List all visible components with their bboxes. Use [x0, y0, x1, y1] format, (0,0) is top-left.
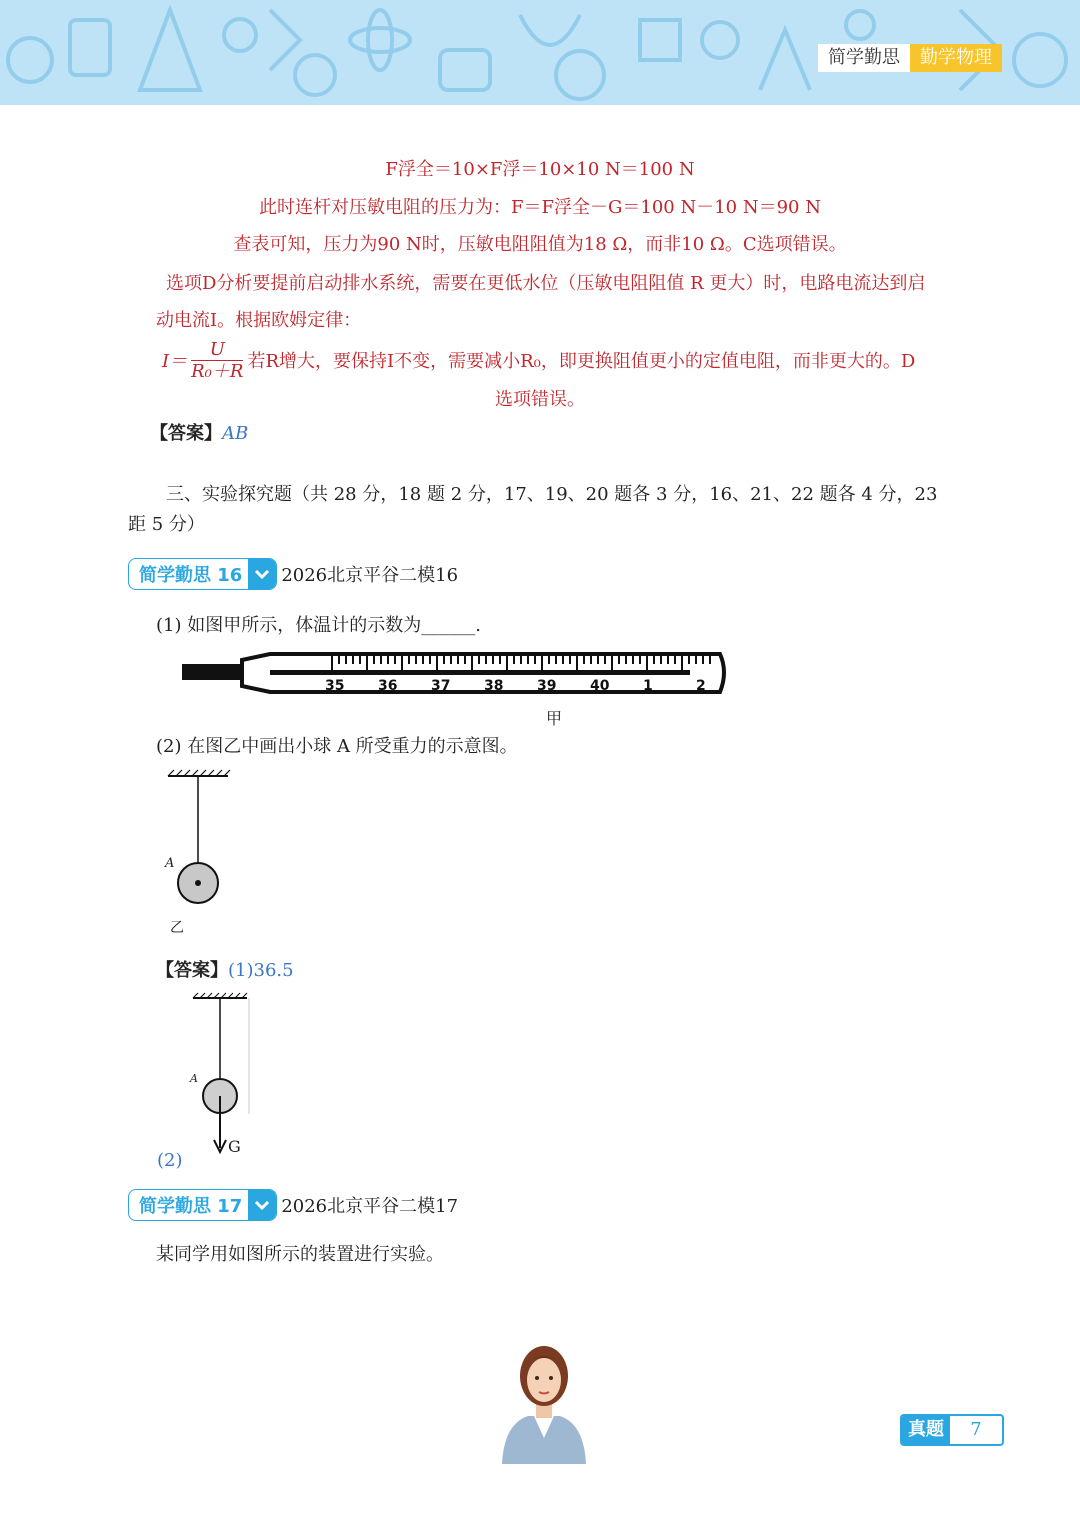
- q16-part-2: (2) 在图乙中画出小球 A 所受重力的示意图。: [156, 736, 518, 757]
- thermometer-scale-label: 40: [590, 678, 610, 694]
- answer-value: AB: [222, 423, 249, 444]
- teacher-avatar: [498, 1342, 590, 1464]
- answer-figure-point-label: A: [190, 1072, 198, 1085]
- header-banner: [0, 0, 1080, 105]
- fraction-numerator: U: [191, 340, 243, 361]
- answer-label: 【答案】: [156, 960, 228, 981]
- answer-1: [150, 422, 248, 446]
- question-17-source: 2026北京平谷二模17: [281, 1196, 459, 1217]
- thermometer-scale-label: 38: [484, 678, 504, 694]
- solution-line-2: [0, 196, 1080, 220]
- solution-line-4: 选项D分析要提前启动排水系统，需要在更低水位（压敏电阻阻值 R 更大）时，电路电流达到启: [166, 273, 926, 294]
- chevron-down-icon[interactable]: [248, 1190, 276, 1220]
- q17-text: 某同学用如图所示的装置进行实验。: [156, 1244, 444, 1265]
- thermometer-scale-label: 39: [537, 678, 557, 694]
- brand-tag: [818, 44, 1002, 72]
- ohm-fraction: [191, 340, 243, 383]
- pendulum-figure: [160, 768, 250, 938]
- question-17-tag: [128, 1189, 458, 1221]
- figure-2-caption: 乙: [170, 920, 184, 936]
- chevron-down-icon[interactable]: [248, 559, 276, 589]
- answer-label: 【答案】: [150, 423, 222, 444]
- solution-line-3: 查表可知，压力为90 N时，压敏电阻阻值为18 Ω，而非10 Ω。C选项错误。: [233, 234, 847, 255]
- formula-lhs: I＝: [162, 350, 188, 372]
- thermometer-figure: [180, 650, 730, 698]
- q16-answer-part-2: (2): [157, 1150, 183, 1171]
- thermometer-scale-label: 35: [325, 678, 345, 694]
- q16-answer: [156, 959, 294, 983]
- page-number: 7: [970, 1419, 982, 1440]
- figure-1-caption: 甲: [546, 709, 563, 728]
- question-16-label: 简学勤思 16: [139, 565, 243, 586]
- footer-page-tag: [900, 1414, 1004, 1446]
- solution-line-6: 若R增大，要保持I不变，需要减小R₀，即更换阻值更小的定值电阻，而非更大的。D: [247, 350, 916, 372]
- question-17-badge: [128, 1189, 277, 1221]
- section-3-heading-line-1: 三、实验探究题（共 28 分，18 题 2 分，17、19、20 题各 3 分，16、21、22 题各 4 分，23: [166, 484, 938, 505]
- brand-left: 简学勤思: [818, 44, 910, 72]
- thermometer-scale-label: 36: [378, 678, 398, 694]
- thermometer-scale-label: 37: [431, 678, 451, 694]
- q16-part-1: (1) 如图甲所示，体温计的示数为______.: [156, 615, 481, 636]
- answer-figure-force-label: G: [228, 1137, 241, 1156]
- solution-formula-line: [162, 340, 915, 383]
- solution-line-5: 动电流I。根据欧姆定律：: [156, 310, 362, 331]
- solution-line-2-formula: F＝F浮全－G＝100 N－10 N＝90 N: [511, 197, 821, 218]
- solution-line-2-prefix: 此时连杆对压敏电阻的压力为：: [259, 197, 512, 218]
- solution-line-1: F浮全＝10×F浮＝10×10 N＝100 N: [385, 159, 695, 180]
- figure-2-point-label: A: [165, 856, 175, 871]
- question-16-tag: [128, 558, 458, 590]
- solution-line-7: 选项错误。: [495, 389, 585, 410]
- footer-label: 真题: [902, 1416, 950, 1444]
- section-3-heading-line-2: 距 5 分）: [128, 514, 205, 535]
- fraction-denominator: R₀＋R: [191, 361, 244, 382]
- question-16-source: 2026北京平谷二模16: [281, 565, 459, 586]
- question-17-label: 简学勤思 17: [139, 1196, 243, 1217]
- q16-answer-value: (1)36.5: [228, 960, 294, 981]
- thermometer-scale-label: 1: [643, 678, 653, 694]
- thermometer-scale-label: 2: [696, 678, 706, 694]
- question-16-badge: [128, 558, 277, 590]
- brand-right: 勤学物理: [910, 44, 1002, 72]
